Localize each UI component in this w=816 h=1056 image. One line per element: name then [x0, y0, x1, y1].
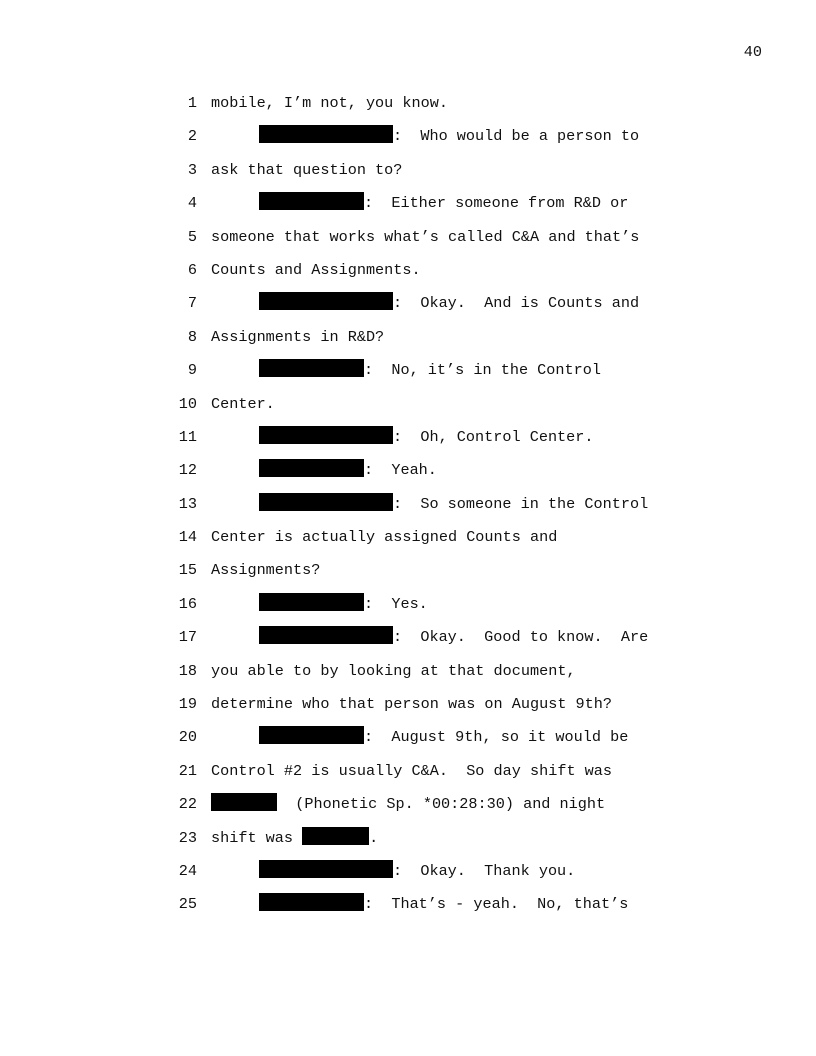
transcript-line	[0, 92, 816, 125]
redaction-block	[259, 192, 364, 210]
line-content	[259, 192, 628, 215]
transcript-line	[0, 459, 816, 492]
line-number: 2	[187, 127, 197, 146]
redaction-block	[259, 359, 364, 377]
line-number: 8	[187, 327, 197, 346]
line-content	[259, 125, 639, 148]
line-number: 20	[178, 728, 197, 747]
line-number: 15	[178, 561, 197, 580]
line-text: : So someone in the Control	[393, 494, 649, 513]
transcript-line	[0, 192, 816, 225]
line-number: 14	[178, 528, 197, 547]
line-content	[259, 493, 648, 516]
line-number: 7	[187, 294, 197, 313]
line-content	[211, 660, 576, 683]
line-text: : No, it’s in the Control	[364, 361, 601, 380]
transcript-line	[0, 125, 816, 158]
redaction-block	[259, 860, 393, 878]
line-text: you able to by looking at that document,	[211, 661, 576, 680]
transcript-line	[0, 660, 816, 693]
redaction-block	[302, 827, 369, 845]
transcript-line	[0, 893, 816, 926]
line-content	[259, 292, 639, 315]
line-text: someone that works what’s called C&A and that’s	[211, 227, 640, 246]
transcript-line	[0, 326, 816, 359]
line-number: 25	[178, 895, 197, 914]
line-text: shift was	[211, 828, 303, 847]
line-content	[259, 726, 628, 749]
redaction-block	[259, 593, 364, 611]
line-number: 5	[187, 227, 197, 246]
redaction-block	[259, 626, 393, 644]
transcript-line	[0, 526, 816, 559]
line-text: Control #2 is usually C&A. So day shift was	[211, 761, 613, 780]
transcript-line	[0, 726, 816, 759]
line-text: .	[369, 828, 379, 847]
line-text: : Okay. Good to know. Are	[393, 628, 649, 647]
line-content	[211, 526, 557, 549]
line-text: : Yes.	[364, 594, 428, 613]
line-text: : Yeah.	[364, 461, 437, 480]
transcript-line	[0, 593, 816, 626]
line-content	[211, 559, 320, 582]
line-content	[211, 393, 275, 416]
line-number: 22	[178, 795, 197, 814]
line-content	[211, 827, 378, 850]
line-text: : Okay. And is Counts and	[393, 294, 640, 313]
transcript-line	[0, 226, 816, 259]
line-text: (Phonetic Sp. *00:28:30) and night	[277, 795, 606, 814]
line-text: Counts and Assignments.	[211, 260, 421, 279]
line-number: 24	[178, 861, 197, 880]
transcript-line	[0, 493, 816, 526]
transcript-line	[0, 626, 816, 659]
transcript-line	[0, 793, 816, 826]
line-text: ask that question to?	[211, 160, 403, 179]
line-content	[211, 226, 639, 249]
line-text: mobile, I’m not, you know.	[211, 94, 448, 112]
line-content	[211, 693, 612, 716]
redaction-block	[259, 726, 364, 744]
redaction-block	[259, 125, 393, 143]
transcript-line	[0, 426, 816, 459]
line-content	[211, 326, 384, 349]
line-number: 18	[178, 661, 197, 680]
line-text: determine who that person was on August 9th?	[211, 695, 613, 714]
line-number: 9	[187, 361, 197, 380]
line-number: 11	[178, 427, 197, 446]
line-content	[211, 760, 612, 783]
line-text: Center is actually assigned Counts and	[211, 528, 558, 547]
line-number: 12	[178, 461, 197, 480]
transcript-line	[0, 559, 816, 592]
line-text: Assignments in R&D?	[211, 327, 385, 346]
line-content	[211, 159, 402, 182]
line-number: 6	[187, 260, 197, 279]
line-number: 13	[178, 494, 197, 513]
line-number: 17	[178, 628, 197, 647]
line-text: : August 9th, so it would be	[364, 728, 629, 747]
line-content	[259, 893, 628, 916]
line-content	[259, 426, 594, 449]
page-number: 40	[743, 43, 762, 61]
line-number: 3	[187, 160, 197, 179]
line-content	[211, 793, 605, 816]
line-number: 21	[178, 761, 197, 780]
line-number: 19	[178, 695, 197, 714]
transcript-line	[0, 359, 816, 392]
line-content	[259, 593, 428, 616]
line-text: : Either someone from R&D or	[364, 194, 629, 213]
transcript-line	[0, 292, 816, 325]
transcript-line	[0, 827, 816, 860]
transcript-line	[0, 760, 816, 793]
redaction-block	[259, 459, 364, 477]
line-number: 4	[187, 194, 197, 213]
transcript-body	[0, 92, 816, 927]
line-text: : Who would be a person to	[393, 127, 640, 146]
line-content	[259, 860, 575, 883]
redaction-block	[259, 893, 364, 911]
line-number: 1	[187, 94, 197, 112]
line-content	[259, 359, 601, 382]
redaction-block	[259, 426, 393, 444]
line-content	[259, 459, 437, 482]
transcript-line	[0, 159, 816, 192]
line-text: : Okay. Thank you.	[393, 861, 576, 880]
transcript-line	[0, 259, 816, 292]
line-text: Center.	[211, 394, 275, 413]
line-number: 10	[178, 394, 197, 413]
redaction-block	[211, 793, 277, 811]
line-text: : That’s - yeah. No, that’s	[364, 895, 629, 914]
transcript-line	[0, 393, 816, 426]
line-text: : Oh, Control Center.	[393, 427, 594, 446]
line-content	[211, 259, 421, 282]
line-number: 23	[178, 828, 197, 847]
line-content	[259, 626, 648, 649]
redaction-block	[259, 493, 393, 511]
line-number: 16	[178, 594, 197, 613]
transcript-line	[0, 860, 816, 893]
line-content	[211, 92, 448, 115]
transcript-line	[0, 693, 816, 726]
line-text: Assignments?	[211, 561, 321, 580]
redaction-block	[259, 292, 393, 310]
